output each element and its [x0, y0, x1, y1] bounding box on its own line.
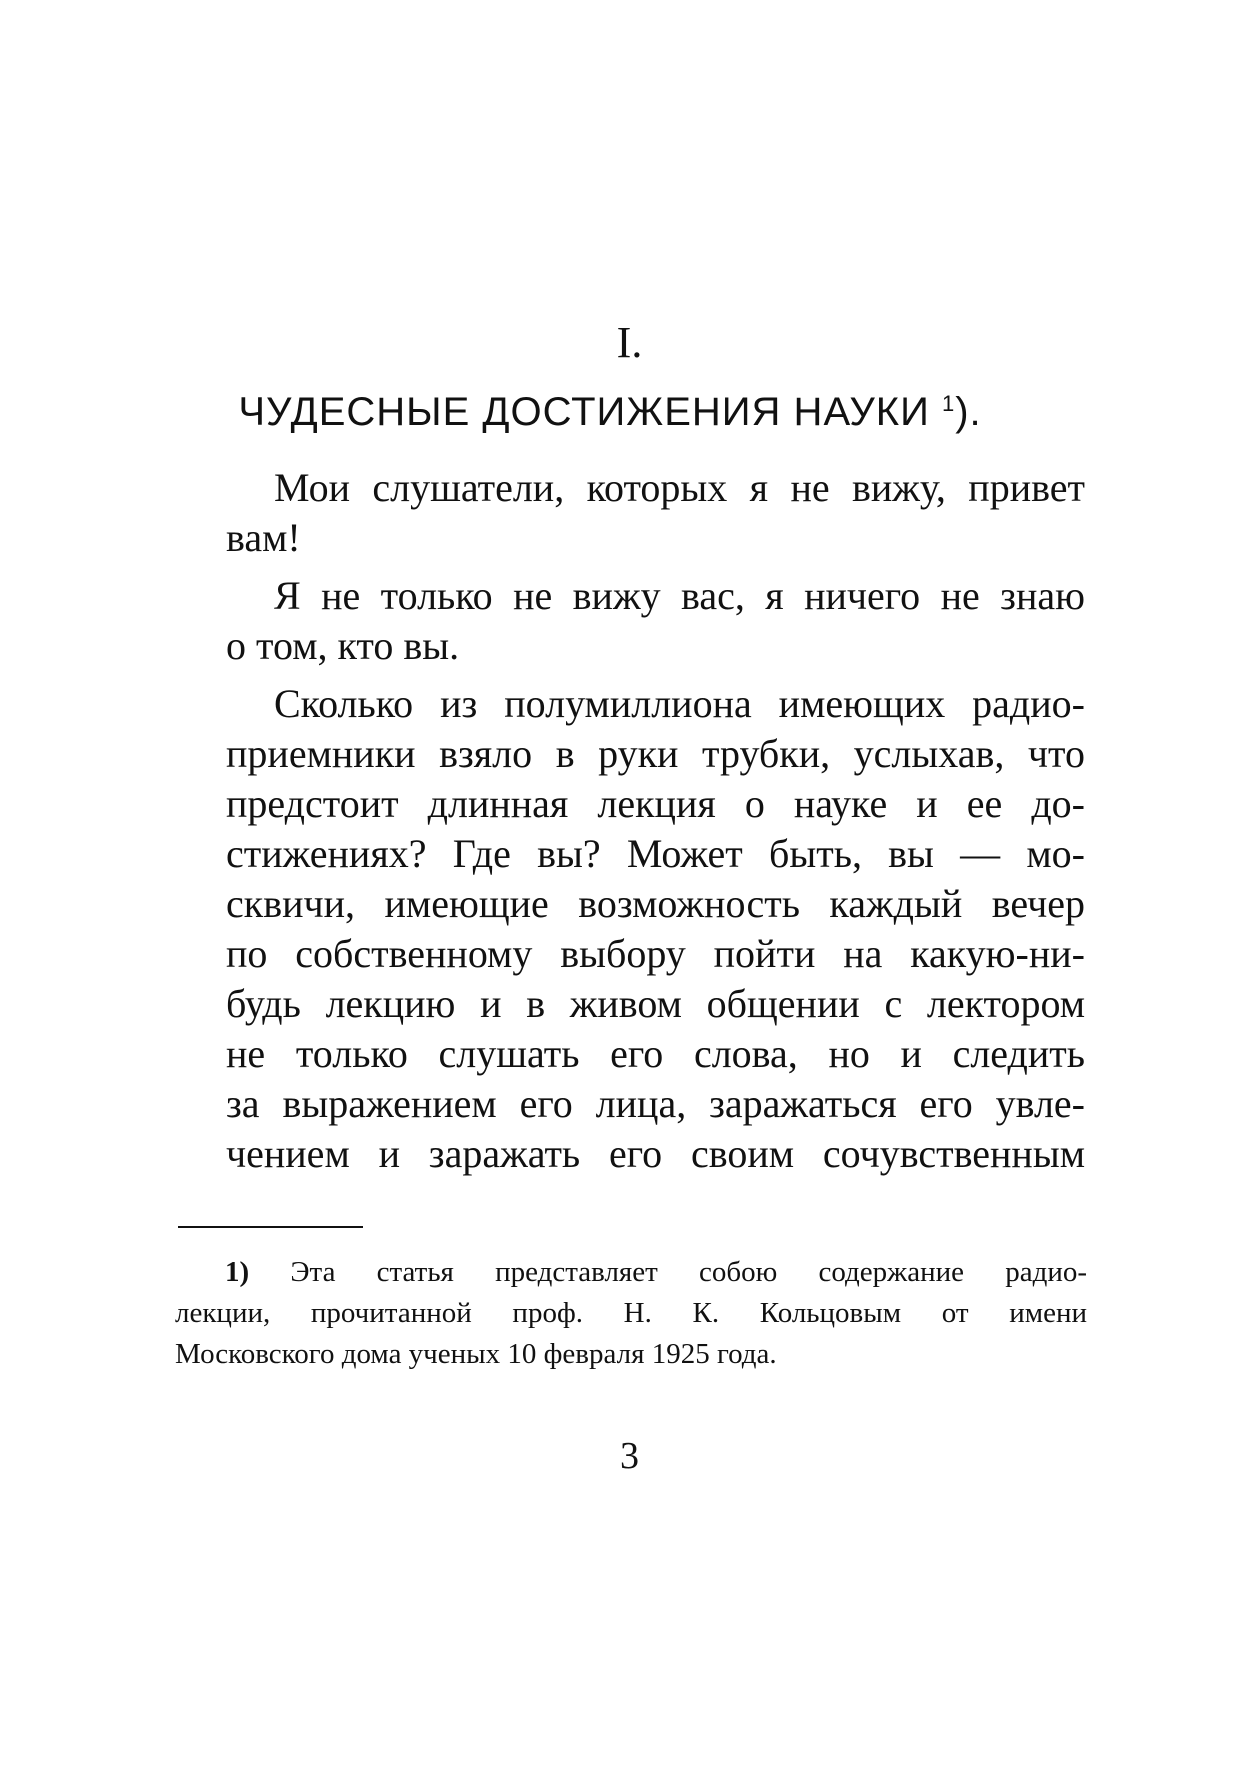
chapter-title-text: ЧУДЕСНЫЕ ДОСТИЖЕНИЯ НАУКИ	[238, 390, 930, 434]
footnote-marker: 1)	[225, 1256, 250, 1288]
footnote-reference: 1	[941, 391, 956, 416]
footnote-divider	[178, 1226, 363, 1228]
paragraph	[178, 679, 1085, 1179]
chapter-number: I.	[616, 318, 643, 367]
footnote-line-text: Эта статья представляет собою содержание радио-	[290, 1256, 1088, 1288]
text-line: стижениях? Где вы? Может быть, вы — мо-	[226, 831, 1085, 876]
footnote-line	[175, 1252, 1087, 1293]
text-line: вам!	[226, 515, 301, 560]
footnote-line: Московского дома ученых 10 февраля 1925 года.	[175, 1338, 777, 1370]
text-line: за выражением его лица, заражаться его увле-	[226, 1081, 1085, 1126]
paragraph	[178, 571, 1085, 671]
footnote-line: лекции, прочитанной проф. Н. К. Кольцовым от имени	[175, 1297, 1087, 1329]
text-line: чением и заражать его своим сочувственным	[226, 1131, 1085, 1176]
text-line: Сколько из полумиллиона имеющих радио-	[274, 681, 1085, 726]
text-line: о том, кто вы.	[226, 623, 460, 668]
paragraph	[178, 463, 1085, 563]
chapter-title-end: ).	[955, 390, 982, 434]
text-line: приемники взяло в руки трубки, услыхав, что	[226, 731, 1085, 776]
page-number: 3	[620, 1435, 639, 1477]
text-line: будь лекцию и в живом общении с лектором	[226, 981, 1085, 1026]
text-line: не только слушать его слова, но и следить	[226, 1031, 1085, 1076]
text-line: по собственному выбору пойти на какую-ни-	[226, 931, 1085, 976]
footnote	[175, 1252, 1087, 1375]
text-line: сквичи, имеющие возможность каждый вечер	[226, 881, 1085, 926]
chapter-title	[160, 387, 1060, 437]
body-text	[178, 463, 1085, 1187]
text-line: предстоит длинная лекция о науке и ее до-	[226, 781, 1085, 826]
text-line: Я не только не вижу вас, я ничего не знаю	[274, 573, 1085, 618]
text-line: Мои слушатели, которых я не вижу, привет	[274, 465, 1085, 510]
